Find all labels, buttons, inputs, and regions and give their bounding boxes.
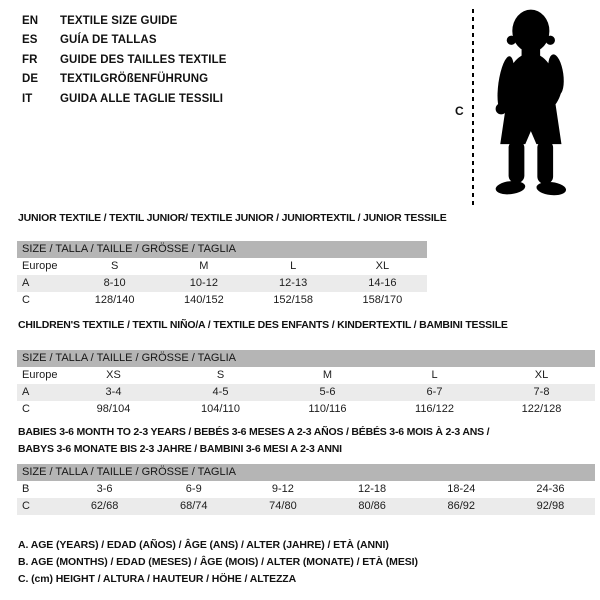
size-cell: XL bbox=[375, 260, 390, 272]
section-title-babies bbox=[18, 424, 518, 457]
table-header-bar: SIZE / TALLA / TAILLE / GRÖSSE / TAGLIA bbox=[17, 241, 427, 258]
row-label: Europe bbox=[22, 260, 58, 272]
size-cell: 116/122 bbox=[415, 403, 454, 415]
language-row bbox=[22, 12, 227, 31]
row-label: C bbox=[22, 403, 30, 415]
size-cell: 86/92 bbox=[447, 500, 476, 512]
language-code: EN bbox=[22, 15, 39, 27]
baby-silhouette bbox=[482, 5, 576, 209]
row-label: A bbox=[22, 277, 30, 289]
note-line-b: B. AGE (MONTHS) / EDAD (MESES) / ÂGE (MOIS) / ALTER (MONATE) / ETÀ (MESI) bbox=[18, 556, 418, 568]
table-row bbox=[17, 498, 595, 515]
section-title-children: CHILDREN'S TEXTILE / TEXTIL NIÑO/A / TEXTILE DES ENFANTS / KINDERTEXTIL / BAMBINI TESSILE bbox=[18, 319, 508, 331]
language-code: ES bbox=[22, 34, 38, 47]
table-row bbox=[17, 292, 427, 309]
size-cell: 5-6 bbox=[319, 386, 336, 398]
size-cell: 152/158 bbox=[273, 294, 313, 306]
language-row bbox=[22, 90, 227, 109]
size-cell: 62/68 bbox=[90, 500, 119, 512]
language-label: GUIDA ALLE TAGLIE TESSILI bbox=[60, 92, 224, 105]
language-label: GUIDE DES TAILLES TEXTILE bbox=[60, 53, 227, 66]
row-label: Europe bbox=[22, 369, 58, 381]
size-cell: 9-12 bbox=[271, 483, 294, 495]
size-cell: 68/74 bbox=[179, 500, 208, 512]
size-cell: L bbox=[431, 369, 438, 381]
size-cell: 12-18 bbox=[358, 483, 387, 495]
size-table-children bbox=[17, 350, 595, 418]
size-cell: 6-9 bbox=[185, 483, 202, 495]
row-label: B bbox=[22, 483, 30, 495]
table-row bbox=[17, 258, 427, 275]
language-row bbox=[22, 70, 227, 89]
size-cell: 8-10 bbox=[103, 277, 126, 289]
row-label: C bbox=[22, 500, 30, 512]
size-cell: 24-36 bbox=[536, 483, 565, 495]
table-header-bar: SIZE / TALLA / TAILLE / GRÖSSE / TAGLIA bbox=[17, 350, 595, 367]
table-header-bar: SIZE / TALLA / TAILLE / GRÖSSE / TAGLIA bbox=[17, 464, 595, 481]
language-code: DE bbox=[22, 73, 39, 86]
size-cell: 128/140 bbox=[94, 294, 135, 306]
section-title-babies-line2: BABYS 3-6 MONATE BIS 2-3 JAHRE / BAMBINI 3-6 MESI A 2-3 ANNI bbox=[18, 442, 342, 455]
language-row bbox=[22, 31, 227, 50]
size-cell: XL bbox=[534, 369, 549, 381]
size-cell: 158/170 bbox=[362, 294, 403, 306]
row-label: A bbox=[22, 386, 30, 398]
language-label: TEXTILE SIZE GUIDE bbox=[60, 15, 178, 27]
size-cell: 4-5 bbox=[212, 386, 229, 398]
table-row bbox=[17, 481, 595, 498]
size-cell: 7-8 bbox=[533, 386, 550, 398]
size-cell: 6-7 bbox=[426, 386, 443, 398]
size-cell: 74/80 bbox=[269, 500, 297, 512]
table-row bbox=[17, 367, 595, 384]
height-measure-line bbox=[472, 9, 474, 206]
size-cell: S bbox=[216, 369, 225, 381]
size-cell: 80/86 bbox=[358, 500, 386, 512]
size-cell: L bbox=[290, 260, 297, 272]
language-code: IT bbox=[22, 92, 33, 105]
size-cell: M bbox=[199, 260, 209, 272]
size-cell: 10-12 bbox=[189, 277, 218, 289]
size-cell: XS bbox=[106, 369, 121, 381]
section-title-junior: JUNIOR TEXTILE / TEXTIL JUNIOR/ TEXTILE JUNIOR / JUNIORTEXTIL / JUNIOR TESSILE bbox=[18, 212, 447, 224]
language-label: TEXTILGRÖßENFÜHRUNG bbox=[60, 73, 209, 86]
language-row bbox=[22, 51, 227, 70]
table-row bbox=[17, 401, 595, 418]
size-cell: 122/128 bbox=[521, 403, 562, 415]
table-row bbox=[17, 384, 595, 401]
size-cell: 140/152 bbox=[183, 294, 224, 306]
language-code: FR bbox=[22, 53, 38, 66]
size-cell: 98/104 bbox=[96, 403, 131, 415]
size-cell: 3-6 bbox=[96, 483, 113, 495]
size-cell: 18-24 bbox=[447, 483, 476, 495]
size-cell: 110/116 bbox=[308, 403, 347, 415]
row-label: C bbox=[22, 294, 30, 306]
size-table-junior bbox=[17, 241, 427, 309]
note-line-c: C. (cm) HEIGHT / ALTURA / HAUTEUR / HÖHE / ALTEZZA bbox=[18, 573, 297, 585]
size-cell: M bbox=[322, 369, 333, 381]
section-title-babies-line1: BABIES 3-6 MONTH TO 2-3 YEARS / BEBÉS 3-6 MESES A 2-3 AÑOS / BÉBÉS 3-6 MOIS À 2-3 ANS / bbox=[18, 426, 490, 438]
size-cell: S bbox=[110, 260, 119, 272]
size-cell: 3-4 bbox=[105, 386, 122, 398]
size-cell: 92/98 bbox=[536, 500, 565, 512]
size-cell: 14-16 bbox=[368, 277, 397, 289]
table-row bbox=[17, 275, 427, 292]
size-cell: 12-13 bbox=[279, 277, 308, 289]
size-table-babies bbox=[17, 464, 595, 515]
legend-notes bbox=[18, 537, 418, 588]
note-line-a: A. AGE (YEARS) / EDAD (AÑOS) / ÂGE (ANS) / ALTER (JAHRE) / ETÀ (ANNI) bbox=[18, 539, 389, 551]
height-measure-label: C bbox=[455, 104, 464, 118]
language-legend bbox=[22, 12, 227, 109]
size-cell: 104/110 bbox=[201, 403, 240, 415]
language-label: GUÍA DE TALLAS bbox=[60, 34, 157, 47]
